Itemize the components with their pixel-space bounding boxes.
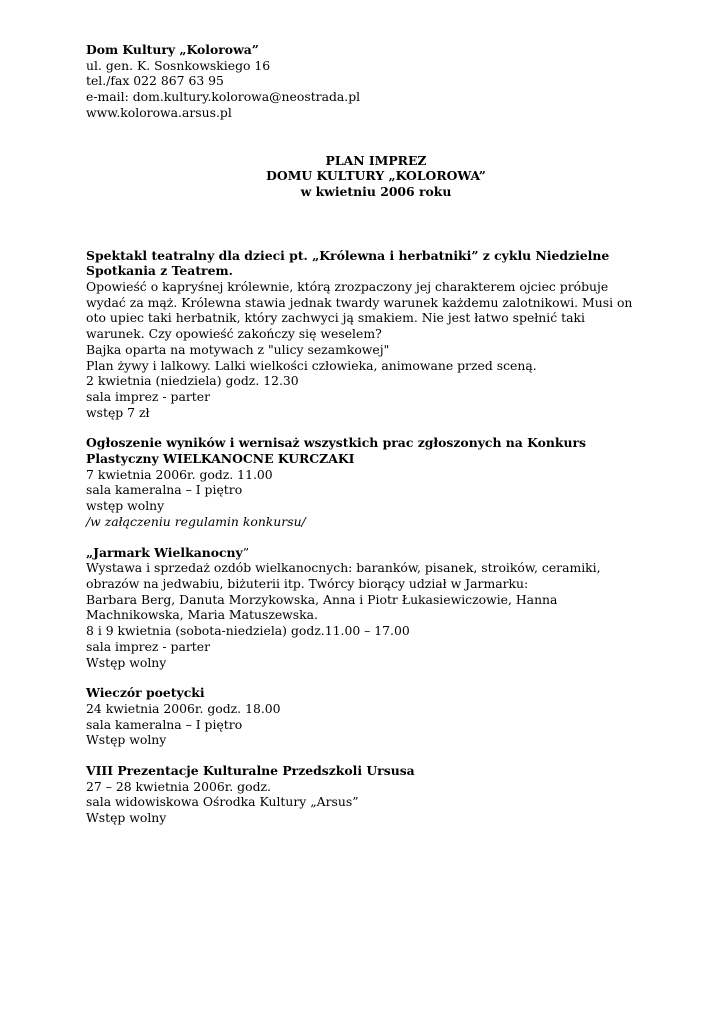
document-title: [86, 153, 666, 200]
event-date: 7 kwietnia 2006r. godz. 11.00: [86, 466, 273, 482]
org-address: ul. gen. K. Sosnkowskiego 16: [86, 57, 271, 73]
event-venue: sala widowiskowa Ośrodka Kultury „Arsus”: [86, 794, 359, 810]
event-heading-quote: ”: [242, 544, 250, 560]
event-date: 2 kwietnia (niedziela) godz. 12.30: [86, 373, 299, 389]
title-line-1: PLAN IMPREZ: [325, 152, 427, 168]
event-venue: sala imprez - parter: [86, 638, 211, 654]
org-header: [86, 42, 666, 121]
event-description: oto upiec taki herbatnik, który zachwyci ją smakiem. Nie jest łatwo spełnić taki: [86, 310, 585, 326]
org-phone: tel./fax 022 867 63 95: [86, 73, 224, 89]
event-description: Machnikowska, Maria Matuszewska.: [86, 607, 318, 623]
event-venue: sala kameralna – I piętro: [86, 716, 243, 732]
event-entry: Wstęp wolny: [86, 732, 167, 748]
event-heading: Spektakl teatralny dla dzieci pt. „Królewna i herbatniki” z cyklu Niedzielne: [86, 247, 610, 263]
event-venue: sala kameralna – I piętro: [86, 482, 243, 498]
event-date: 8 i 9 kwietnia (sobota-niedziela) godz.11.00 – 17.00: [86, 623, 410, 639]
event-entry: Wstęp wolny: [86, 654, 167, 670]
event-description: Barbara Berg, Danuta Morzykowska, Anna i Piotr Łukasiewiczowie, Hanna: [86, 591, 558, 607]
event-description: wydać za mąż. Królewna stawia jednak twardy warunek każdemu zalotnikowi. Musi on: [86, 294, 633, 310]
event-description: Opowieść o kapryśnej królewnie, którą zrozpaczony jej charakterem ojciec próbuje: [86, 279, 609, 295]
event-entry: wstęp 7 zł: [86, 404, 150, 420]
event-jarmark: [86, 545, 666, 671]
title-line-2: DOMU KULTURY „KOLOROWA”: [266, 168, 486, 184]
event-prezentacje: [86, 763, 666, 826]
event-heading: Plastyczny WIELKANOCNE KURCZAKI: [86, 451, 355, 467]
org-name: Dom Kultury „Kolorowa”: [86, 42, 259, 57]
document-page: [86, 42, 666, 826]
event-heading: VIII Prezentacje Kulturalne Przedszkoli Ursusa: [86, 763, 415, 779]
event-date: 24 kwietnia 2006r. godz. 18.00: [86, 700, 281, 716]
event-heading: Ogłoszenie wyników i wernisaż wszystkich prac zgłoszonych na Konkurs: [86, 435, 586, 451]
event-heading: [86, 545, 666, 561]
title-line-3: w kwietniu 2006 roku: [300, 183, 452, 199]
event-wieczor-poetycki: [86, 685, 666, 748]
org-website: www.kolorowa.arsus.pl: [86, 104, 232, 120]
event-description: warunek. Czy opowieść zakończy się weselem?: [86, 326, 382, 342]
event-heading: Wieczór poetycki: [86, 685, 205, 701]
event-description: obrazów na jedwabiu, biżuterii itp. Twórcy biorący udział w Jarmarku:: [86, 575, 529, 591]
event-description: Plan żywy i lalkowy. Lalki wielkości człowieka, animowane przed sceną.: [86, 357, 537, 373]
org-email: e-mail: dom.kultury.kolorowa@neostrada.pl: [86, 89, 361, 105]
event-heading: Spotkania z Teatrem.: [86, 263, 233, 279]
event-description: Wystawa i sprzedaż ozdób wielkanocnych: baranków, pisanek, stroików, ceramiki,: [86, 560, 601, 576]
event-konkurs: [86, 435, 666, 529]
event-entry: Wstęp wolny: [86, 810, 167, 826]
event-date: 27 – 28 kwietnia 2006r. godz.: [86, 778, 271, 794]
event-entry: wstęp wolny: [86, 498, 165, 514]
event-note: /w załączeniu regulamin konkursu/: [86, 513, 306, 529]
event-venue: sala imprez - parter: [86, 388, 211, 404]
event-heading-bold: „Jarmark Wielkanocny: [86, 544, 243, 560]
event-spektakl: [86, 248, 666, 421]
event-description: Bajka oparta na motywach z "ulicy sezamkowej": [86, 341, 390, 357]
